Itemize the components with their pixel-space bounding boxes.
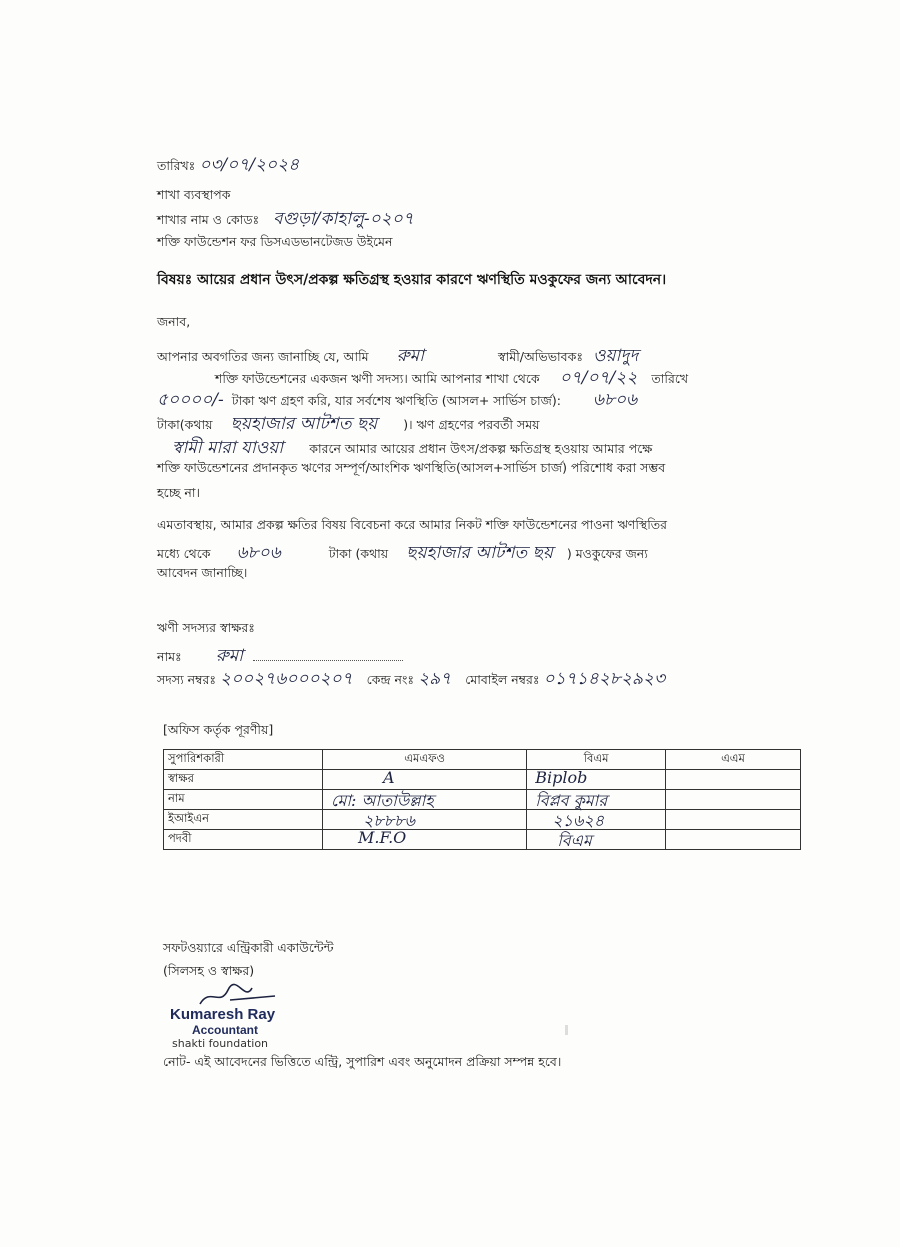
para2-line1: এমতাবস্থায়, আমার প্রকল্প ক্ষতির বিষয় বিবেচনা করে আমার নিকট শক্তি ফাউন্ডেশনের পাওনা ঋণস্থিতির bbox=[157, 517, 668, 532]
member-no-value: ২০০২৭৬০০০২০৭ bbox=[220, 669, 353, 689]
office-section-title: [অফিস কর্তৃক পূরণীয়] bbox=[163, 722, 274, 737]
para1-text-a: আপনার অবগতির জন্য জানাচ্ছি যে, আমি bbox=[157, 349, 369, 364]
para2-text-d: ) মওকুফের জন্য bbox=[566, 546, 648, 561]
para1-text-f: টাকা(কথায় bbox=[157, 417, 213, 432]
header-bm: বিএম bbox=[527, 750, 666, 770]
mfo-name: মো: আতাউল্লাহ bbox=[331, 791, 434, 810]
stamp-org: shakti foundation bbox=[172, 1037, 269, 1048]
name-dotted-line bbox=[253, 646, 403, 661]
centre-label: কেন্দ্র নংঃ bbox=[366, 672, 415, 687]
centre-value: ২৯৭ bbox=[418, 669, 452, 689]
mobile-label: মোবাইল নম্বরঃ bbox=[465, 672, 540, 687]
am-ein-cell bbox=[666, 810, 801, 830]
reason-field: স্বামী মারা যাওয়া bbox=[172, 438, 284, 458]
member-name-label: নামঃ bbox=[157, 649, 182, 664]
am-designation-cell bbox=[666, 830, 801, 850]
row-label-designation: পদবী bbox=[164, 830, 323, 850]
loan-date-field: ০৭/০৭/২২ bbox=[559, 368, 638, 388]
header-recommender: সুপারিশকারী bbox=[164, 750, 323, 770]
footer-note: নোট- এই আবেদনের ভিত্তিতে এন্ট্রি, সুপারিশ এবং অনুমোদন প্রক্রিয়া সম্পন্ন হবে। bbox=[163, 1054, 562, 1069]
am-signature-cell bbox=[666, 770, 801, 790]
para2-text-c: টাকা (কথায় bbox=[328, 546, 389, 561]
para1-text-g: )। ঋণ গ্রহণের পরবর্তী সময় bbox=[403, 417, 540, 432]
waiver-words-field: ছয়হাজার আটশত ছয় bbox=[406, 543, 553, 563]
stamp-title: Accountant bbox=[192, 1023, 258, 1037]
office-row-designation bbox=[164, 830, 801, 850]
para1-line6: শক্তি ফাউন্ডেশনের প্রদানকৃত ঋণের সম্পূর্ণ/আংশিক ঋণস্থিতি(আসল+সার্ভিস চার্জ) পরিশোধ করা সম্ভব bbox=[157, 460, 666, 475]
accountant-line: সফটওয়্যারে এন্ট্রিকারী একাউন্টেন্ট bbox=[163, 940, 334, 955]
member-signature-label: ঋণী সদস্যর স্বাক্ষরঃ bbox=[157, 620, 255, 635]
para1-text-b: স্বামী/অভিভাবকঃ bbox=[498, 349, 583, 364]
subject-line: বিষয়ঃ আয়ের প্রধান উৎস/প্রকল্প ক্ষতিগ্রস্থ হওয়ার কারণে ঋণস্থিতি মওকুফের জন্য আবেদন। bbox=[157, 272, 667, 288]
bm-name: বিপ্লব কুমার bbox=[535, 791, 608, 810]
bm-signature: Biplob bbox=[535, 768, 588, 787]
para1-text-c: শক্তি ফাউন্ডেশনের একজন ঋণী সদস্য। আমি আপনার শাখা থেকে bbox=[215, 371, 540, 386]
header-am: এএম bbox=[666, 750, 801, 770]
row-label-ein: ইআইএন bbox=[164, 810, 323, 830]
header-mfo: এমএফও bbox=[323, 750, 527, 770]
date-value: ০৩/০৭/২০২৪ bbox=[199, 155, 300, 175]
date-line bbox=[157, 152, 299, 180]
office-table bbox=[163, 749, 801, 850]
mfo-ein: ২৮৮৮৬ bbox=[363, 811, 415, 830]
para2-text-b: মধ্যে থেকে bbox=[157, 546, 211, 561]
mobile-value: ০১৭১৪২৮২৯২৩ bbox=[543, 669, 666, 689]
bm-designation: বিএম bbox=[557, 831, 592, 850]
stamp-name: Kumaresh Ray bbox=[170, 1006, 276, 1023]
waiver-amount-field: ৬৮০৬ bbox=[236, 543, 281, 563]
scan-smudge bbox=[565, 1025, 568, 1035]
balance-words-field: ছয়হাজার আটশত ছয় bbox=[230, 414, 378, 434]
balance-field: ৬৮০৬ bbox=[592, 390, 638, 410]
accountant-seal-line: (সিলসহ ও স্বাক্ষর) bbox=[163, 963, 255, 978]
para1-text-h: কারনে আমার আয়ের প্রধান উৎস/প্রকল্প ক্ষতিগ্রস্থ হওয়ায় আমার পক্ষে bbox=[309, 441, 653, 456]
org-line: শক্তি ফাউন্ডেশন ফর ডিসএডভানটেজড উইমেন bbox=[157, 234, 393, 249]
row-label-name: নাম bbox=[164, 790, 323, 810]
office-row-signature bbox=[164, 770, 801, 790]
office-row-name bbox=[164, 790, 801, 810]
member-no-label: সদস্য নম্বরঃ bbox=[157, 672, 217, 687]
guardian-field: ওয়াদুদ bbox=[592, 346, 639, 366]
para1-line5 bbox=[172, 435, 652, 463]
date-label: তারিখঃ bbox=[157, 158, 196, 173]
am-name-cell bbox=[666, 790, 801, 810]
para1-text-e: টাকা ঋণ গ্রহণ করি, যার সর্বশেষ ঋণস্থিতি (আসল+ সার্ভিস চার্জ): bbox=[231, 393, 561, 408]
branch-line bbox=[157, 206, 414, 234]
row-label-signature: স্বাক্ষর bbox=[164, 770, 323, 790]
manager-line: শাখা ব্যবস্থাপক bbox=[157, 187, 231, 202]
para1-text-d: তারিখে bbox=[651, 371, 689, 386]
bm-ein: ২১৬২৪ bbox=[552, 811, 605, 830]
branch-value: বগুড়া/কাহালু-০২০৭ bbox=[273, 209, 414, 229]
mfo-designation: M.F.O bbox=[358, 828, 407, 847]
member-name-field: রুমা bbox=[396, 346, 425, 366]
loan-amount-field: ৫০০০০/- bbox=[157, 390, 224, 410]
office-header-row bbox=[164, 750, 801, 770]
member-id-line bbox=[157, 666, 665, 694]
para2-line2 bbox=[157, 540, 648, 568]
para2-line3: আবেদন জানাচ্ছি। bbox=[157, 565, 248, 580]
para1-line7: হচ্ছে না। bbox=[157, 485, 200, 500]
office-row-ein bbox=[164, 810, 801, 830]
branch-label: শাখার নাম ও কোডঃ bbox=[157, 212, 260, 227]
member-name-value: রুমা bbox=[215, 646, 244, 666]
mfo-signature: A bbox=[383, 768, 395, 787]
salutation: জনাব, bbox=[157, 314, 191, 329]
